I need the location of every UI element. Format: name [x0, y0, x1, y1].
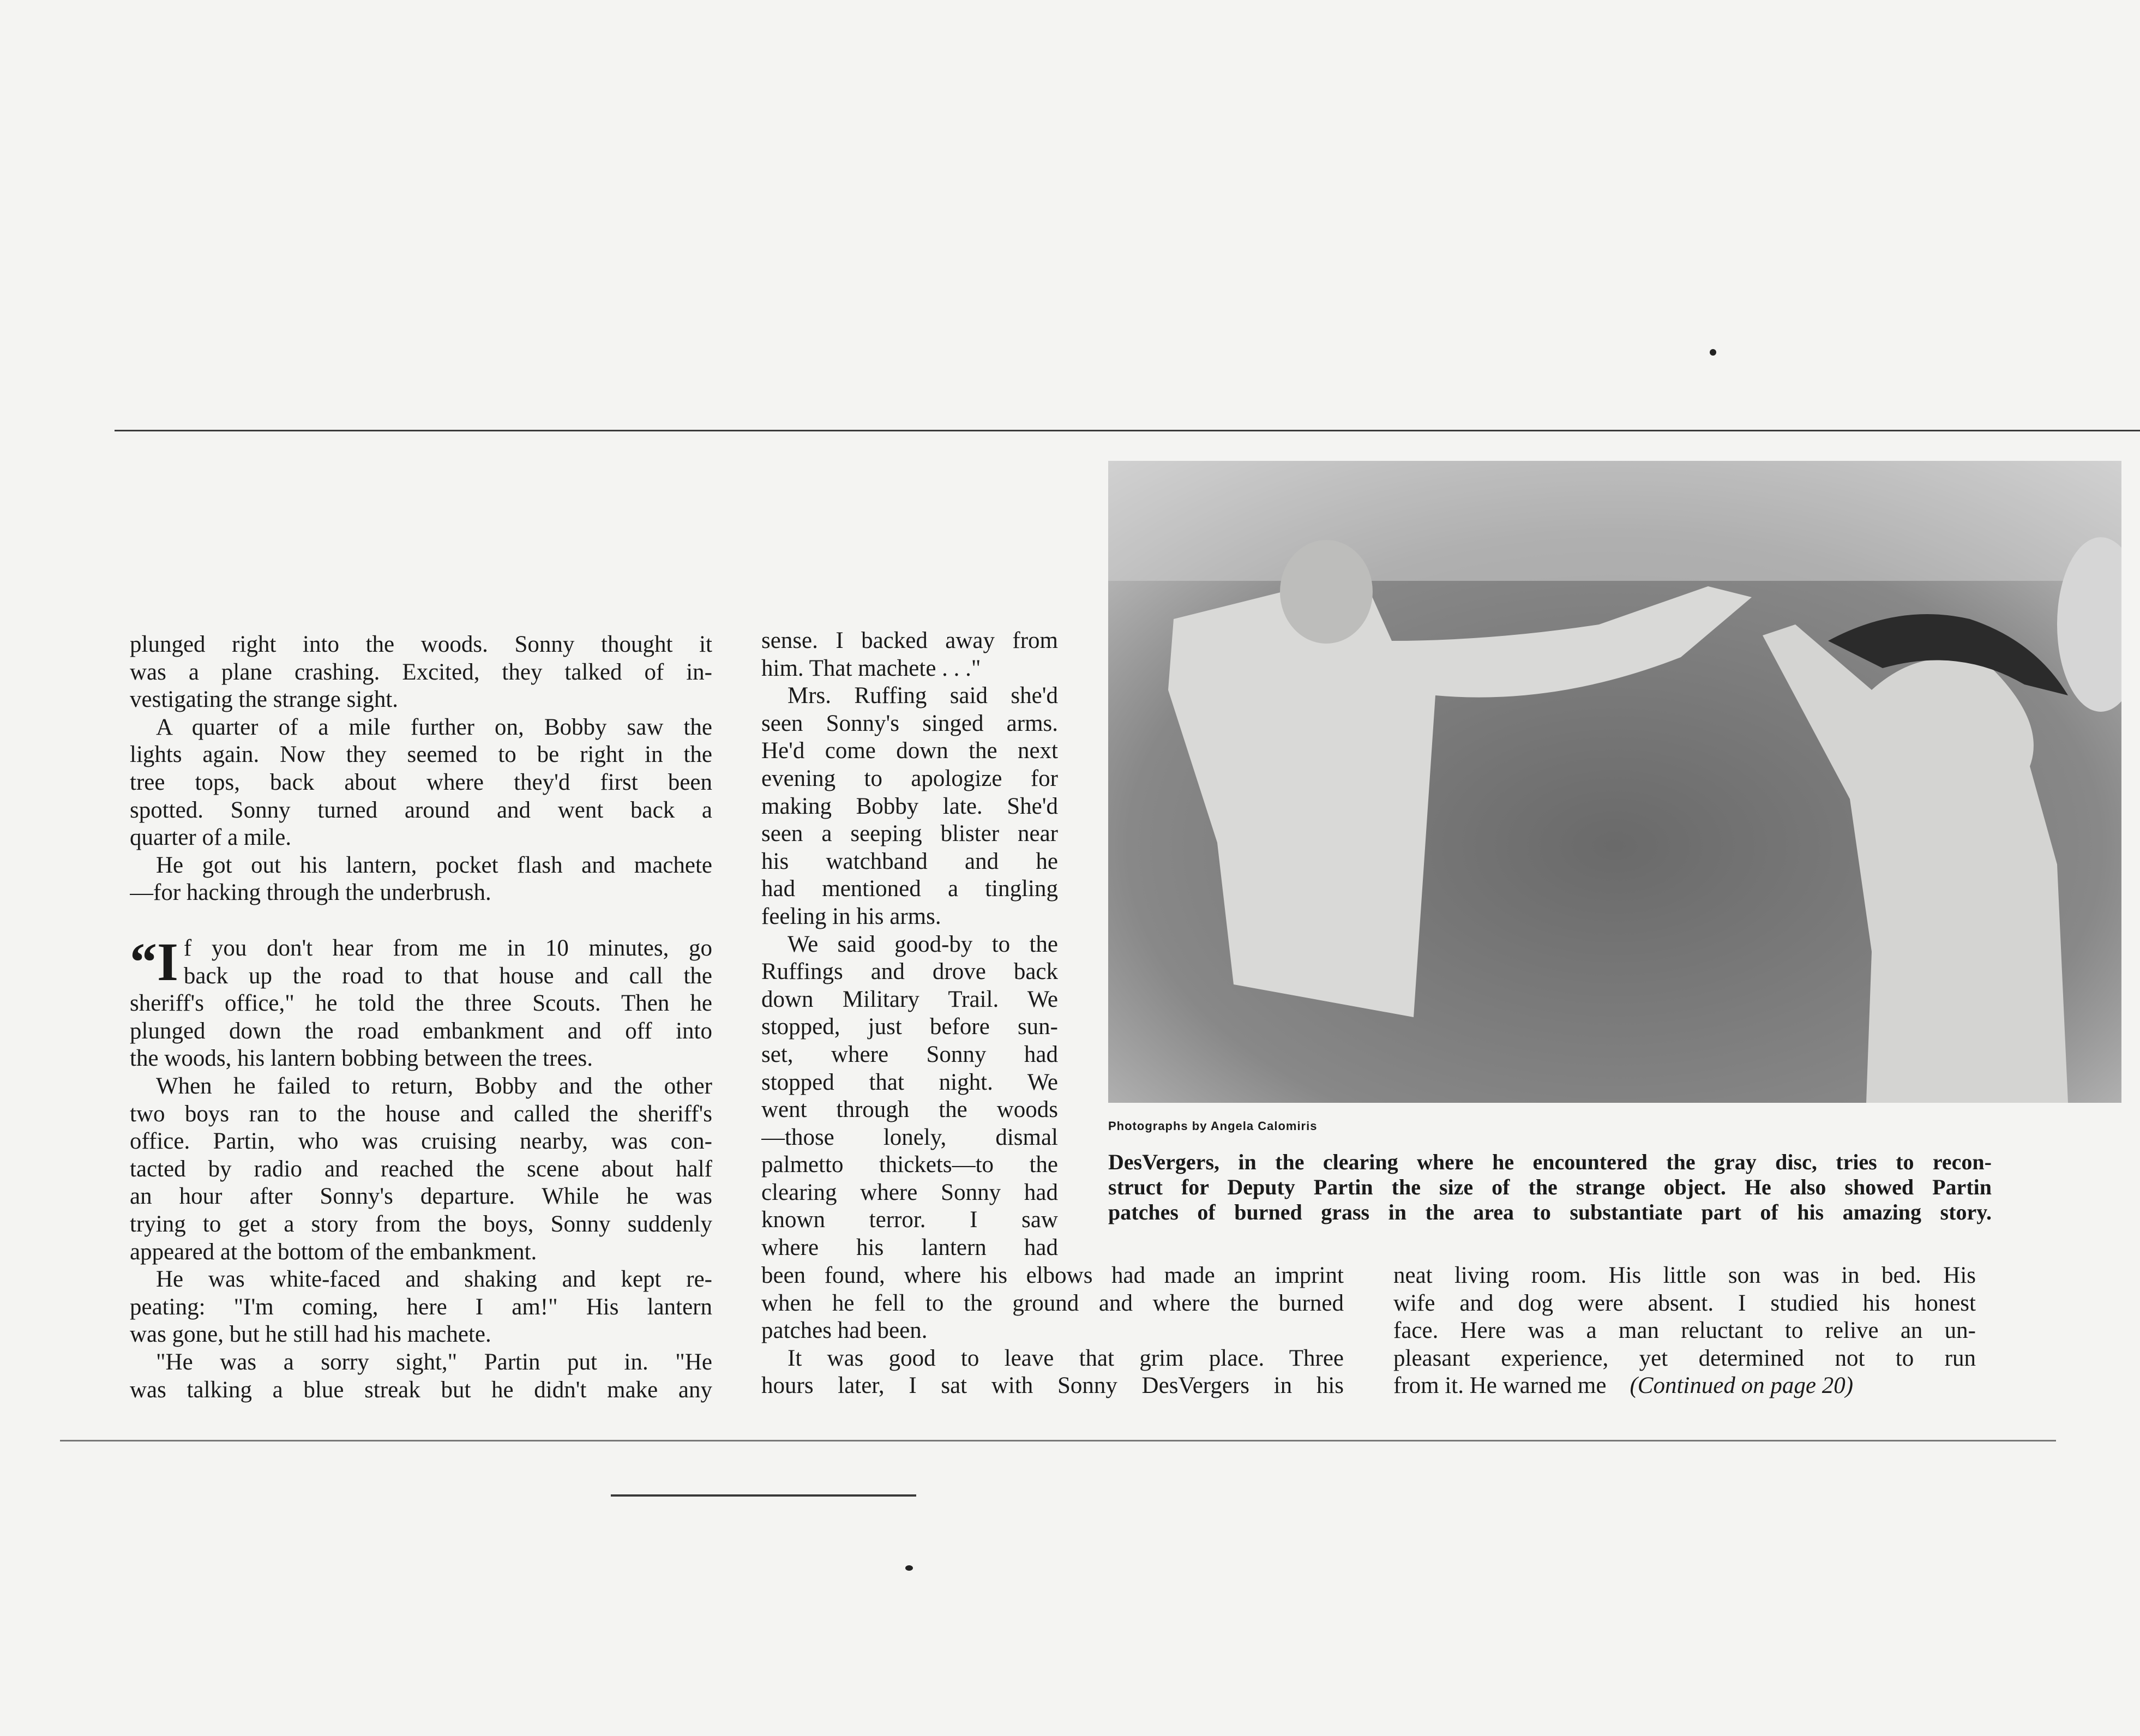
text-line: went through the woods — [761, 1097, 1058, 1123]
text-line: It was good to leave that grim place. Three — [788, 1345, 1344, 1371]
text-line: "He was a sorry sight," Partin put in. "He — [156, 1349, 712, 1375]
text-line: sense. I backed away from — [761, 628, 1058, 653]
text-line: When he failed to return, Bobby and the other — [156, 1073, 712, 1099]
column-2-wide — [761, 1262, 1344, 1400]
text-line: set, where Sonny had — [761, 1041, 1058, 1067]
text-line: clearing where Sonny had — [761, 1179, 1058, 1205]
text-line: sheriff's office," he told the three Scouts. Then he — [130, 990, 712, 1017]
text-line: —for hacking through the underbrush. — [130, 880, 491, 906]
text-line: vestigating the strange sight. — [130, 687, 399, 713]
text-line: was gone, but he still had his machete. — [130, 1321, 491, 1348]
text-line: been found, where his elbows had made an imprint — [761, 1263, 1344, 1288]
text-line: struct for Deputy Partin the size of the strange object. He also showed Partin — [1108, 1175, 1992, 1199]
text-line: was talking a blue streak but he didn't make any — [130, 1377, 712, 1403]
photo-illustration — [1108, 461, 2121, 1103]
text-line: had mentioned a tingling — [761, 876, 1058, 902]
text-line: where his lantern had — [761, 1235, 1058, 1261]
news-photograph — [1108, 461, 2121, 1103]
text-line: the woods, his lantern bobbing between the trees. — [130, 1046, 593, 1072]
text-line: two boys ran to the house and called the sheriff's — [130, 1101, 712, 1127]
text-line: spotted. Sonny turned around and went back a — [130, 797, 712, 823]
text-line: DesVergers, in the clearing where he encountered the gray disc, tries to recon- — [1108, 1150, 1992, 1174]
text-line: when he fell to the ground and where the burned — [761, 1290, 1344, 1316]
text-line: face. Here was a man reluctant to relive an un- — [1393, 1318, 1976, 1344]
text-line: Ruffings and drove back — [761, 959, 1058, 985]
text-line: feeling in his arms. — [761, 903, 941, 929]
text-line: him. That machete . . ." — [761, 655, 981, 681]
column-1 — [130, 631, 712, 907]
text-line: was a plane crashing. Excited, they talked of in- — [130, 659, 712, 685]
column-3 — [1393, 1262, 1976, 1400]
text-line: evening to apologize for — [761, 765, 1058, 791]
text-line: down Military Trail. We — [761, 986, 1058, 1012]
text-line: seen a seeping blister near — [761, 821, 1058, 847]
text-line: known terror. I saw — [761, 1207, 1058, 1233]
text-line: patches of burned grass in the area to substantiate part of his amazing story. — [1108, 1200, 1992, 1224]
text-line: seen Sonny's singed arms. — [761, 710, 1058, 736]
text-line: lights again. Now they seemed to be right in the — [130, 742, 712, 768]
text-line: palmetto thickets—to the — [761, 1152, 1058, 1178]
speck — [905, 1565, 913, 1571]
text-line: stopped that night. We — [761, 1069, 1058, 1095]
text-line: back up the road to that house and call the — [183, 963, 712, 989]
bottom-rule — [60, 1440, 2056, 1441]
continued-note: (Continued on page 20) — [1630, 1373, 1854, 1399]
text-line: tree tops, back about where they'd first been — [130, 769, 712, 795]
top-rule — [115, 430, 2140, 431]
text-line: pleasant experience, yet determined not to run — [1393, 1345, 1976, 1371]
text-line: plunged right into the woods. Sonny thought it — [130, 632, 712, 657]
column-2 — [761, 627, 1058, 1262]
photo-caption — [1108, 1150, 1992, 1225]
text-line: Mrs. Ruffing said she'd — [788, 683, 1058, 709]
text-line: neat living room. His little son was in bed. His — [1393, 1263, 1976, 1288]
text-line: peating: "I'm coming, here I am!" His lantern — [130, 1294, 712, 1320]
text-line: We said good-by to the — [788, 931, 1058, 957]
text-line: patches had been. — [761, 1318, 928, 1344]
text-line: f you don't hear from me in 10 minutes, go — [183, 935, 712, 961]
text-line: an hour after Sonny's departure. While he was — [130, 1184, 712, 1210]
text-line: quarter of a mile. — [130, 825, 292, 851]
text-line: trying to get a story from the boys, Sonny suddenly — [130, 1211, 712, 1237]
text-line: appeared at the bottom of the embankment. — [130, 1239, 537, 1265]
bottom-short-rule — [611, 1494, 916, 1497]
drop-cap: “I — [130, 932, 178, 992]
text-line: his watchband and he — [761, 848, 1058, 874]
speck — [1710, 349, 1716, 356]
text-line: office. Partin, who was cruising nearby, was con- — [130, 1128, 712, 1155]
text-line: —those lonely, dismal — [761, 1124, 1058, 1150]
text-line: plunged down the road embankment and off into — [130, 1018, 712, 1044]
photo-credit: Photographs by Angela Calomiris — [1108, 1119, 1318, 1133]
text-line: hours later, I sat with Sonny DesVergers in his — [761, 1373, 1344, 1399]
text-line: A quarter of a mile further on, Bobby saw the — [156, 714, 712, 740]
text-line: tacted by radio and reached the scene about half — [130, 1156, 712, 1182]
column-1-continued — [130, 932, 712, 1404]
text-line: He got out his lantern, pocket flash and machete — [156, 852, 712, 878]
text-line: He was white-faced and shaking and kept re- — [156, 1266, 712, 1293]
text-line: making Bobby late. She'd — [761, 793, 1058, 819]
text-line: from it. He warned me (Continued on page 20) — [1393, 1373, 1854, 1399]
text-line: He'd come down the next — [761, 738, 1058, 764]
text-line: stopped, just before sun- — [761, 1014, 1058, 1040]
text-line: wife and dog were absent. I studied his honest — [1393, 1290, 1976, 1316]
